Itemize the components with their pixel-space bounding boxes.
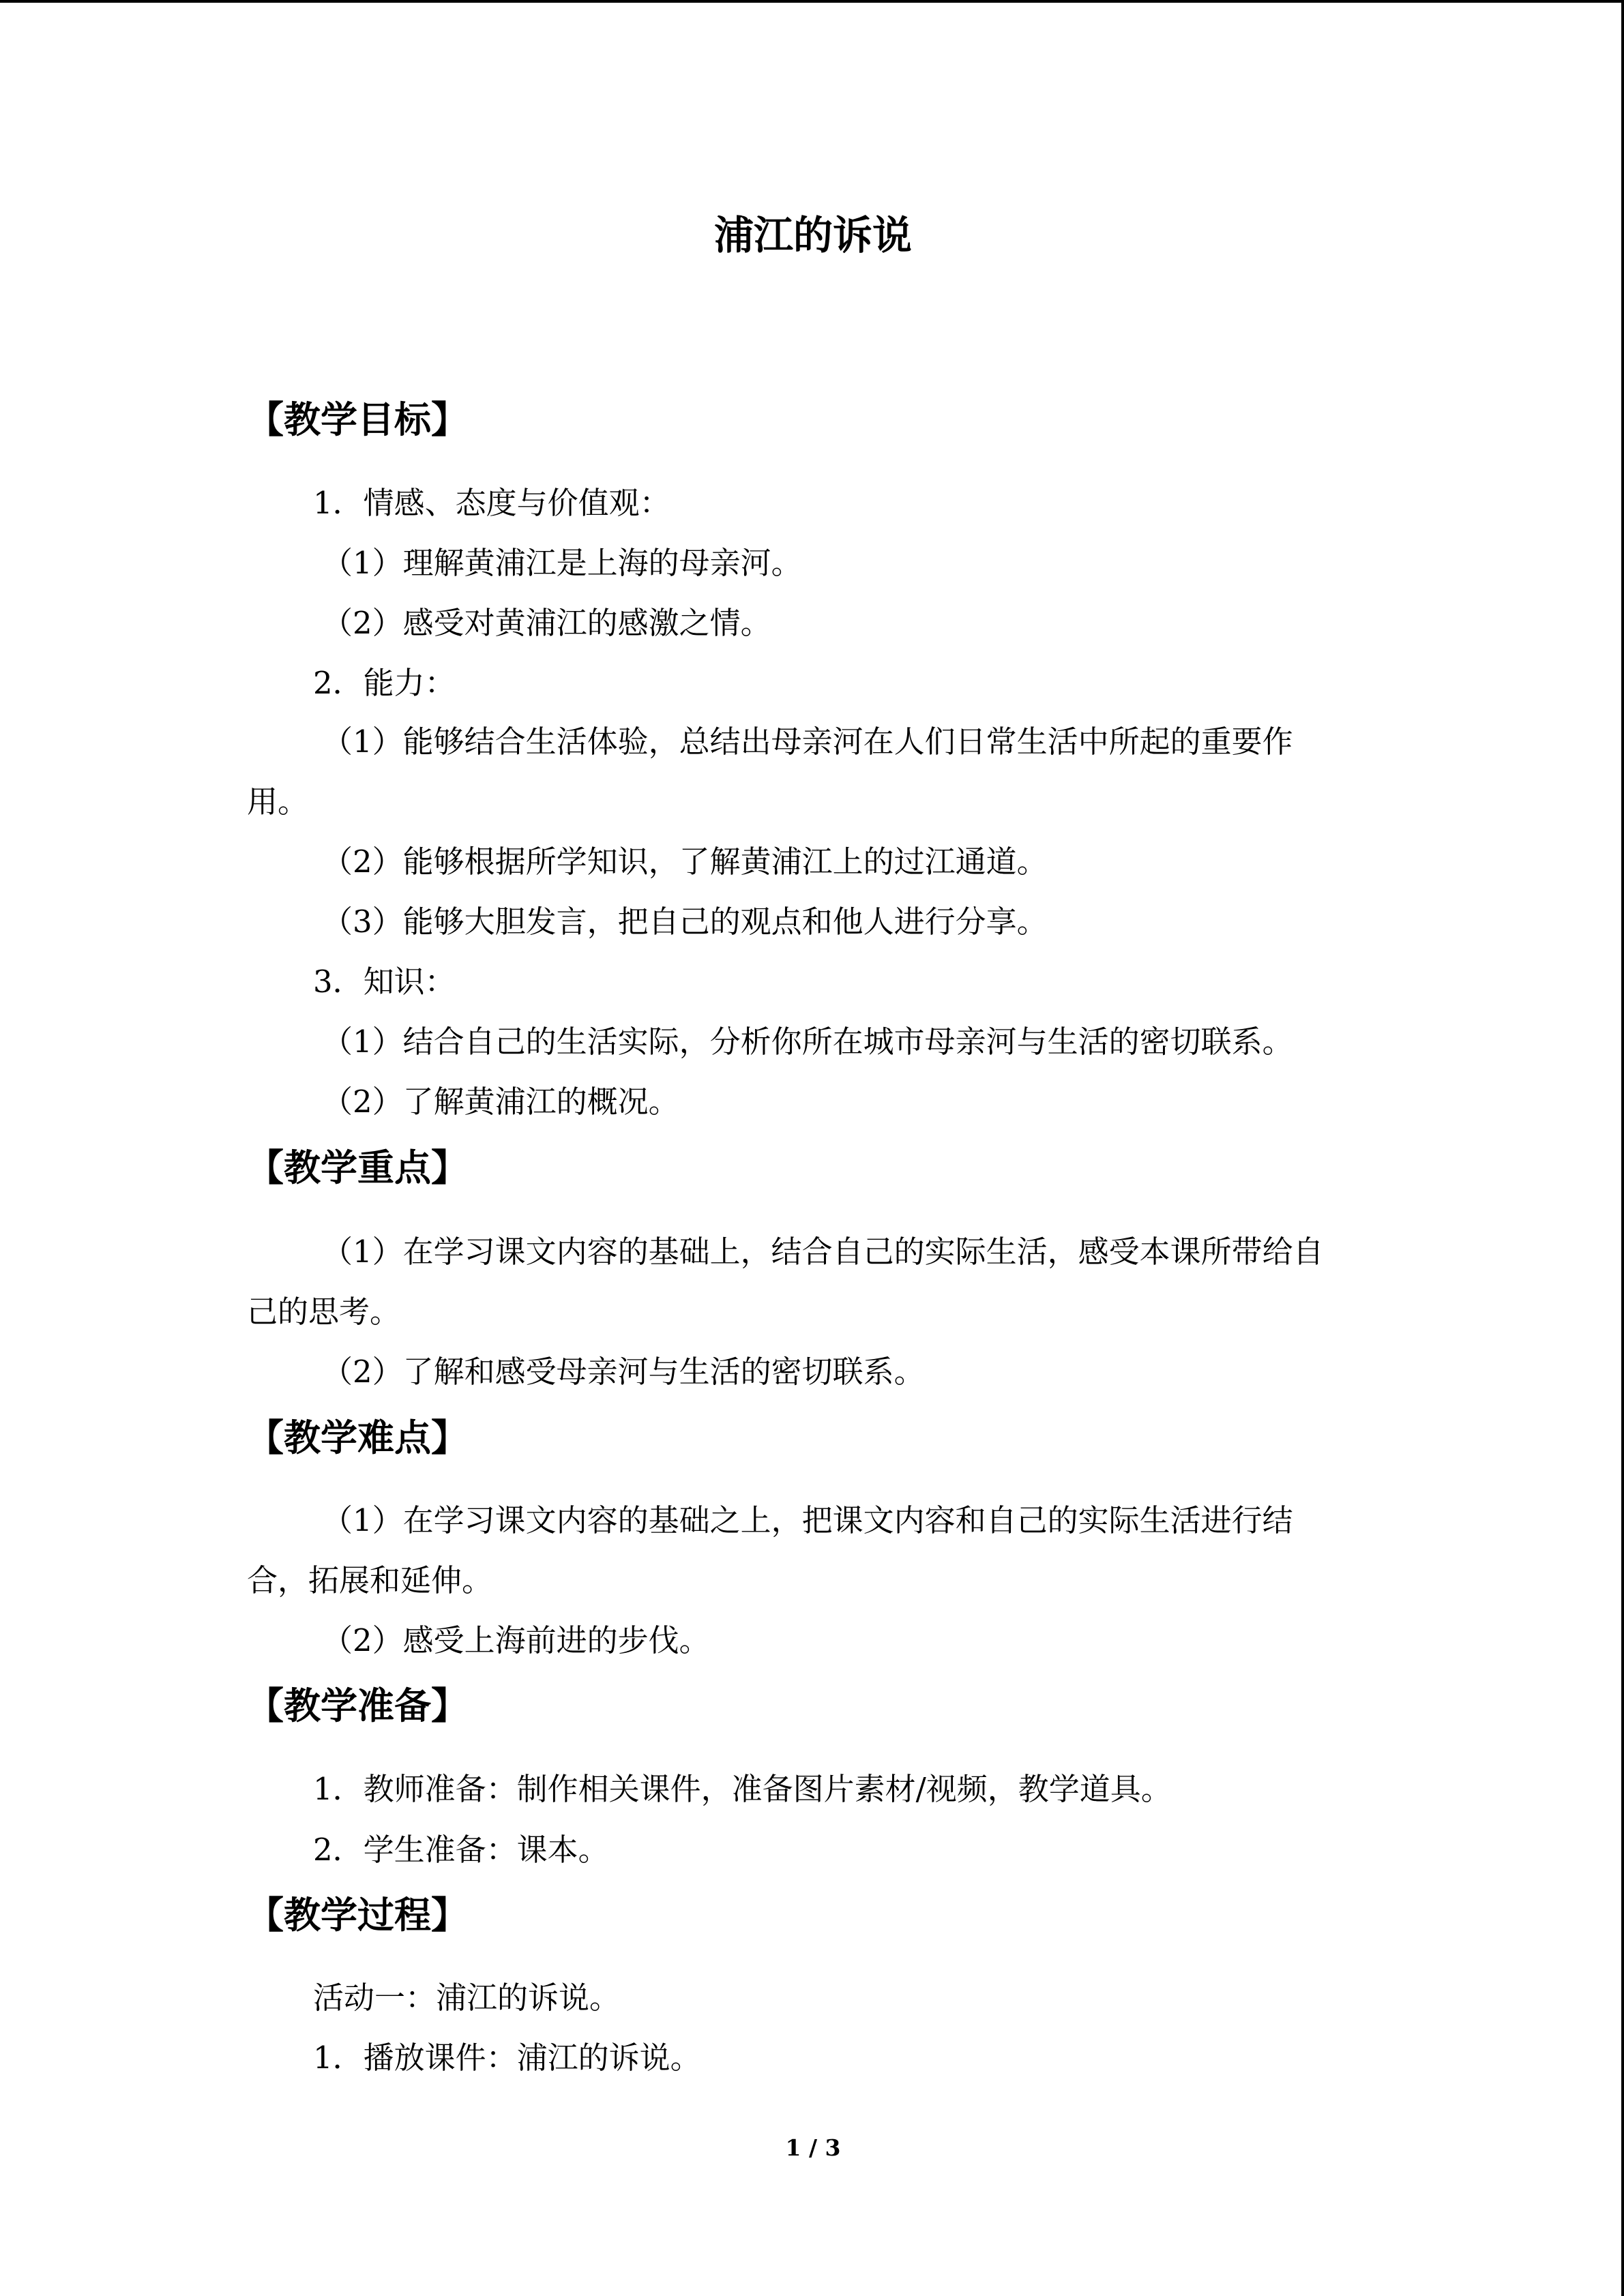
objective-line: （1）结合自己的生活实际，分析你所在城市母亲河与生活的密切联系。 [322,1024,1293,1060]
difficulty-line: 合，拓展和延伸。 [247,1562,493,1598]
page-number: 1 / 3 [785,2134,841,2161]
objective-line: （2）了解黄浦江的概况。 [322,1084,679,1120]
document-title: 浦江的诉说 [713,212,912,258]
objective-line: （2）感受对黄浦江的感激之情。 [322,605,771,641]
section-heading-difficulties: 【教学难点】 [247,1416,468,1459]
page-border-right [1621,0,1624,2296]
objective-line: 用。 [247,784,309,820]
section-heading-objectives: 【教学目标】 [247,398,468,441]
section-heading-preparation: 【教学准备】 [247,1684,468,1727]
preparation-line: 2．学生准备：课本。 [313,1832,609,1868]
key-point-line: 己的思考。 [247,1294,401,1330]
objective-line: 1．情感、态度与价值观： [313,485,670,521]
objective-line: （1）能够结合生活体验，总结出母亲河在人们日常生活中所起的重要作 [322,724,1293,760]
key-point-line: （2）了解和感受母亲河与生活的密切联系。 [322,1354,925,1390]
objective-line: 2．能力： [313,665,456,701]
objective-line: （3）能够大胆发言，把自己的观点和他人进行分享。 [322,904,1048,940]
difficulty-line: （2）感受上海前进的步伐。 [322,1622,710,1658]
process-line: 1．播放课件：浦江的诉说。 [313,2040,701,2076]
process-line: 活动一：浦江的诉说。 [313,1980,621,2016]
objective-line: 3．知识： [313,964,456,1000]
objective-line: （1）理解黄浦江是上海的母亲河。 [322,545,802,581]
key-point-line: （1）在学习课文内容的基础上，结合自己的实际生活，感受本课所带给自 [322,1234,1324,1270]
document-page [247,0,1379,2296]
section-heading-process: 【教学过程】 [247,1893,468,1937]
section-heading-key-points: 【教学重点】 [247,1146,468,1189]
difficulty-line: （1）在学习课文内容的基础之上，把课文内容和自己的实际生活进行结 [322,1502,1293,1538]
objective-line: （2）能够根据所学知识，了解黄浦江上的过江通道。 [322,844,1048,880]
preparation-line: 1．教师准备：制作相关课件，准备图片素材/视频，教学道具。 [313,1771,1172,1807]
